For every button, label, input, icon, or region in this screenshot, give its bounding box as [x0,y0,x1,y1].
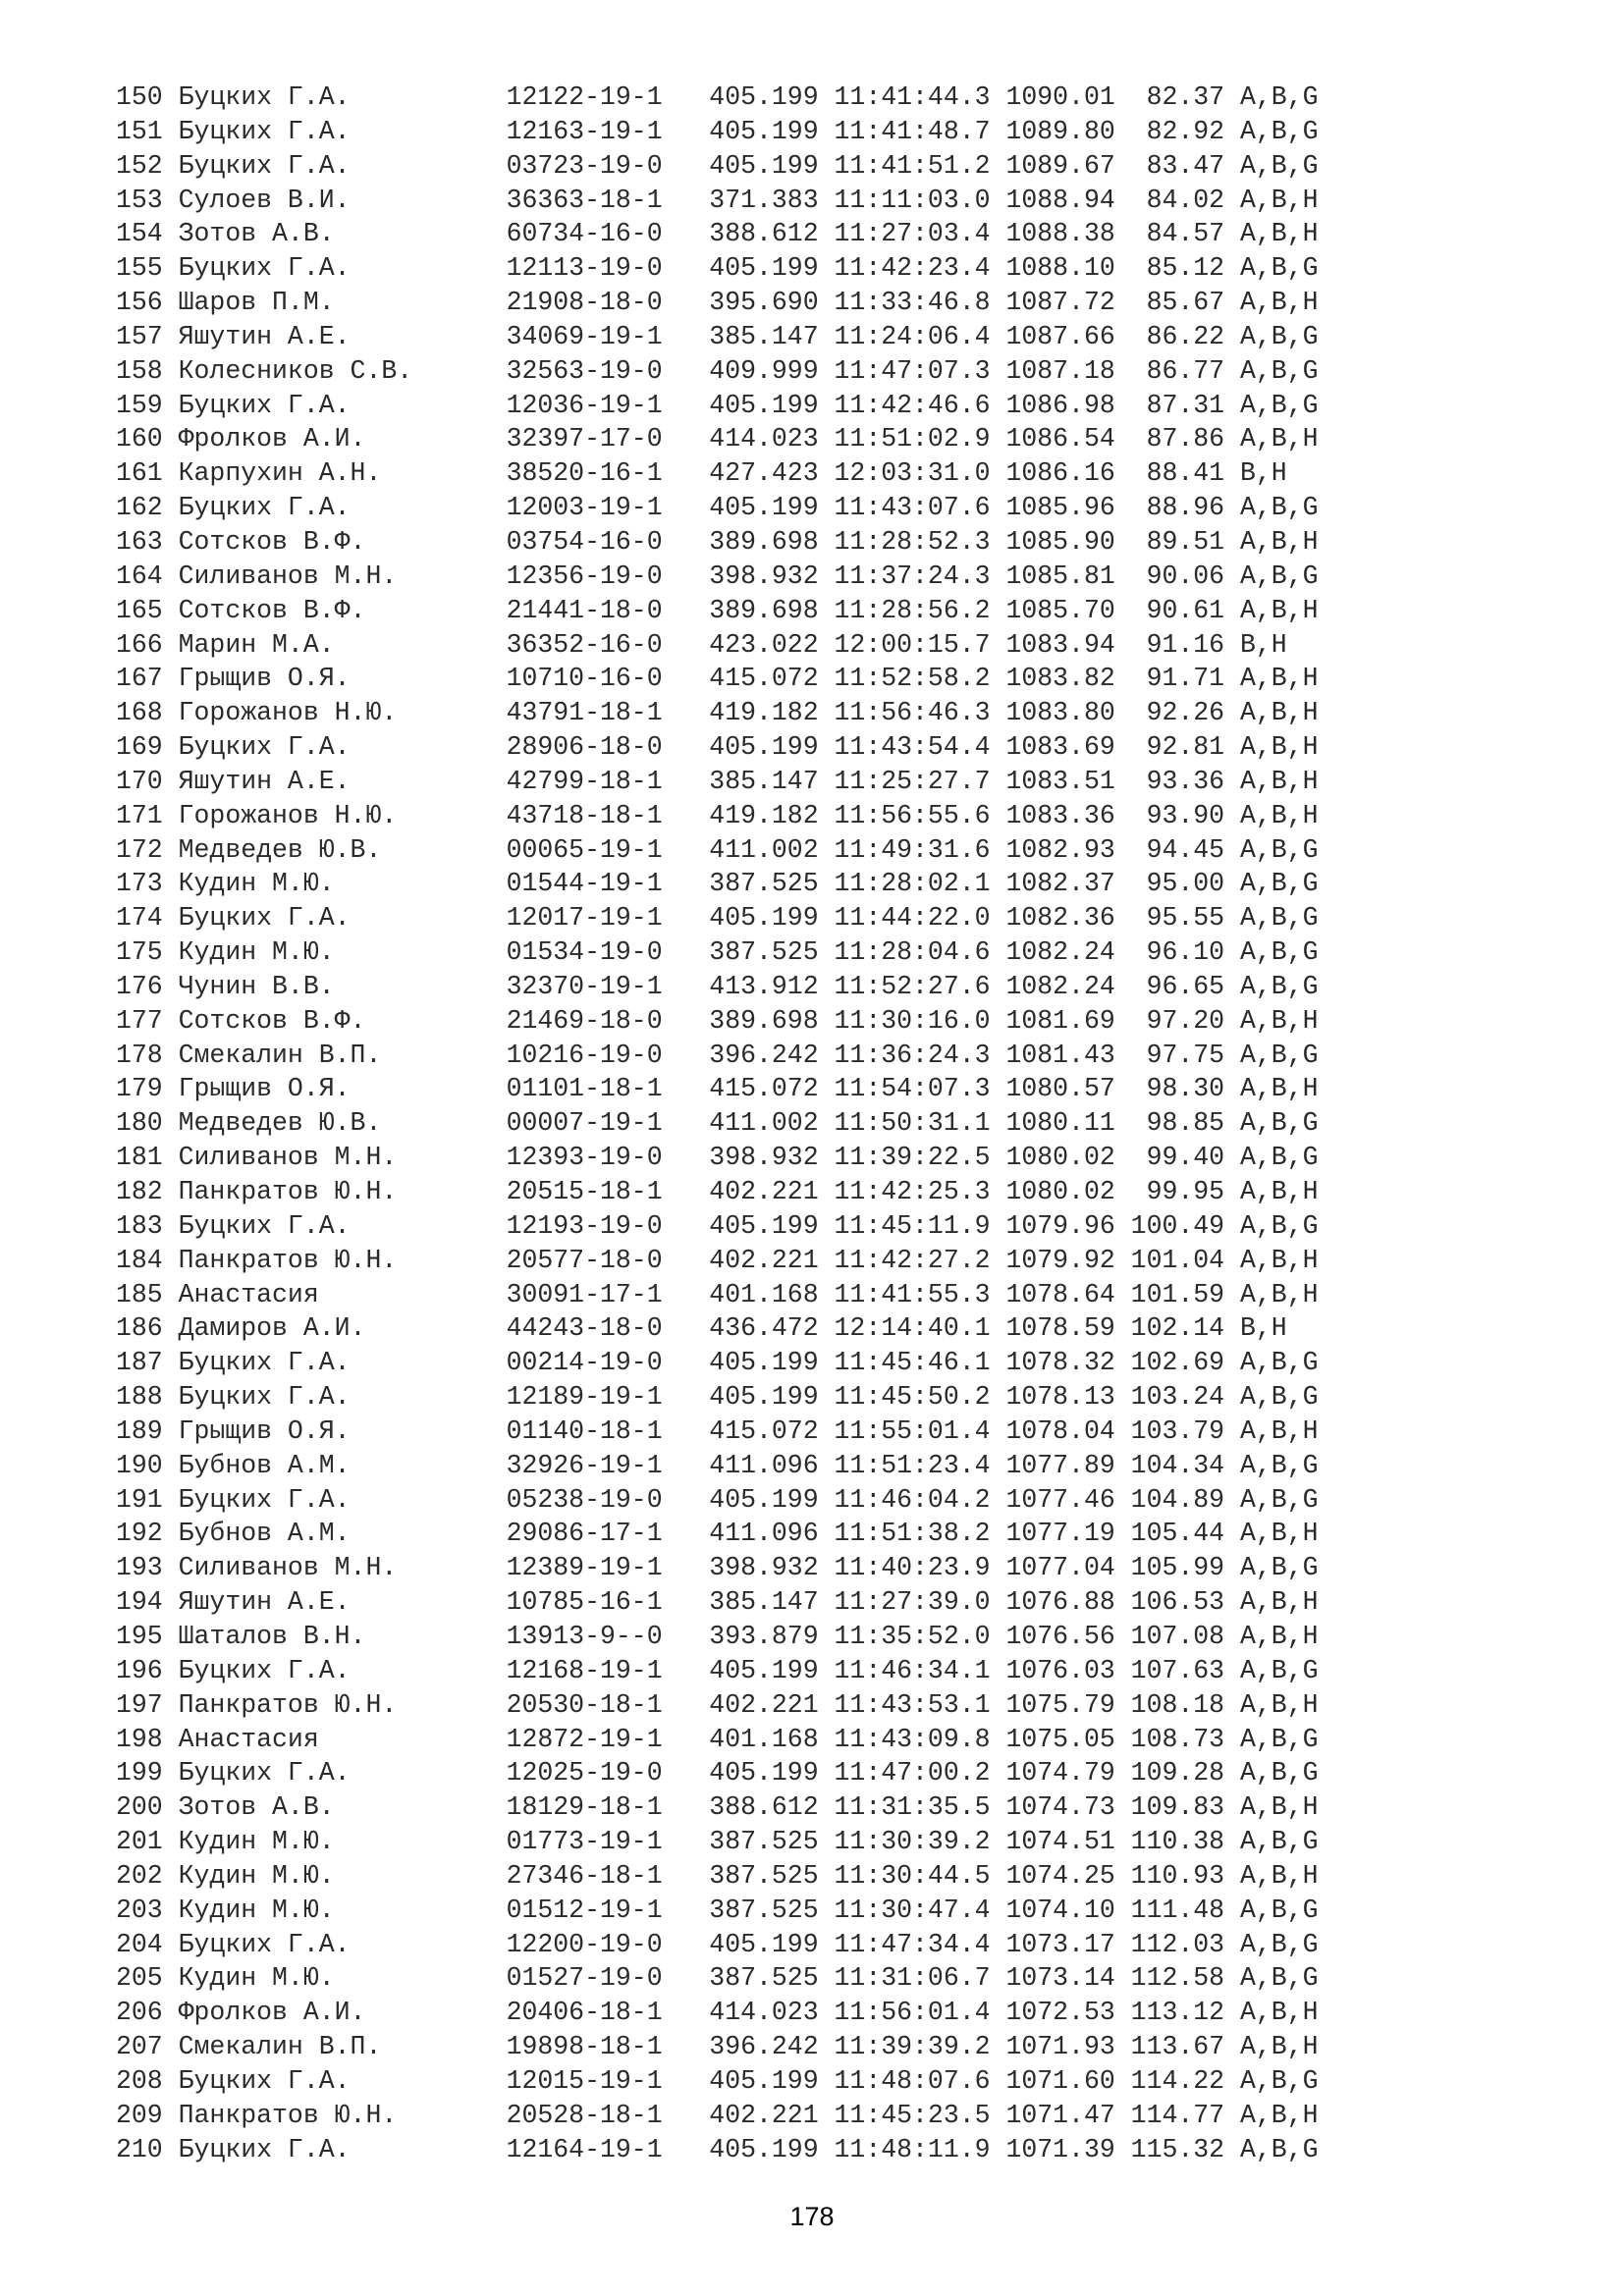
result-row [116,935,1319,970]
result-row [116,1723,1319,1757]
result-row-text: 206 Фролков А.И. 20406-18-1 414.023 11:56:01.4 1072.53 113.12 A,B,H [116,1998,1319,2028]
result-row-text: 158 Колесников С.В. 32563-19-0 409.999 11:47:07.3 1087.18 86.77 A,B,G [116,355,1319,386]
result-row-text: 181 Силиванов М.Н. 12393-19-0 398.932 11:39:22.5 1080.02 99.40 A,B,G [116,1143,1319,1173]
result-row [116,1106,1319,1141]
result-row [116,456,1319,491]
result-row-text: 186 Дамиров А.И. 44243-18-0 436.472 12:14:40.1 1078.59 102.14 B,H [116,1313,1287,1344]
result-row-text: 165 Сотсков В.Ф. 21441-18-0 389.698 11:28:56.2 1085.70 90.61 A,B,H [116,595,1319,625]
result-row [116,1790,1319,1825]
result-row-text: 189 Грыщив О.Я. 01140-18-1 415.072 11:55:01.4 1078.04 103.79 A,B,H [116,1415,1319,1446]
result-row-text: 200 Зотов А.В. 18129-18-1 388.612 11:31:35.5 1074.73 109.83 A,B,H [116,1792,1319,1823]
result-row-text: 190 Бубнов А.М. 32926-19-1 411.096 11:51:23.4 1077.89 104.34 A,B,G [116,1450,1319,1480]
result-row [116,1483,1319,1518]
result-row-text: 176 Чунин В.В. 32370-19-1 413.912 11:52:27.6 1082.24 96.65 A,B,G [116,971,1319,1001]
result-row [116,628,1319,663]
result-row-text: 204 Буцких Г.А. 12200-19-0 405.199 11:47:34.4 1073.17 112.03 A,B,G [116,1929,1319,1959]
result-row [116,1825,1319,1859]
result-row-text: 192 Бубнов А.М. 29086-17-1 411.096 11:51:38.2 1077.19 105.44 A,B,H [116,1519,1319,1549]
result-row [116,1961,1319,1996]
result-row [116,2064,1319,2099]
result-row-text: 194 Яшутин А.Е. 10785-16-1 385.147 11:27:39.0 1076.88 106.53 A,B,H [116,1587,1319,1618]
result-row-text: 150 Буцких Г.А. 12122-19-1 405.199 11:41:44.3 1090.01 82.37 A,B,G [116,82,1319,112]
result-row-text: 170 Яшутин А.Е. 42799-18-1 385.147 11:25:27.7 1083.51 93.36 A,B,H [116,766,1319,796]
result-row-text: 209 Панкратов Ю.Н. 20528-18-1 402.221 11:45:23.5 1071.47 114.77 A,B,H [116,2100,1319,2130]
result-row-text: 182 Панкратов Ю.Н. 20515-18-1 402.221 11:42:25.3 1080.02 99.95 A,B,H [116,1177,1319,1206]
result-row [116,1894,1319,1928]
result-row-text: 197 Панкратов Ю.Н. 20530-18-1 402.221 11:43:53.1 1075.79 108.18 A,B,H [116,1689,1319,1720]
result-row-text: 202 Кудин М.Ю. 27346-18-1 387.525 11:30:44.5 1074.25 110.93 A,B,H [116,1860,1319,1891]
result-row [116,1346,1319,1380]
result-row [116,80,1319,115]
result-row-text: 185 Анастасия 30091-17-1 401.168 11:41:55.3 1078.64 101.59 A,B,H [116,1279,1319,1309]
result-row [116,491,1319,525]
result-row-text: 193 Силиванов М.Н. 12389-19-1 398.932 11:40:23.9 1077.04 105.99 A,B,G [116,1553,1319,1583]
result-row [116,184,1319,218]
result-row-text: 151 Буцких Г.А. 12163-19-1 405.199 11:41:48.7 1089.80 82.92 A,B,G [116,116,1319,146]
result-row-text: 183 Буцких Г.А. 12193-19-0 405.199 11:45:11.9 1079.96 100.49 A,B,G [116,1210,1319,1241]
result-row-text: 184 Панкратов Ю.Н. 20577-18-0 402.221 11:42:27.2 1079.92 101.04 A,B,H [116,1245,1319,1275]
result-row-text: 174 Буцких Г.А. 12017-19-1 405.199 11:44:22.0 1082.36 95.55 A,B,G [116,903,1319,934]
result-row-text: 169 Буцких Г.А. 28906-18-0 405.199 11:43:54.4 1083.69 92.81 A,B,H [116,732,1319,763]
result-row-text: 195 Шаталов В.Н. 13913-9--0 393.879 11:35:52.0 1076.56 107.08 A,B,H [116,1621,1319,1651]
result-row [116,799,1319,833]
result-row [116,1244,1319,1278]
result-row [116,422,1319,456]
result-row-text: 172 Медведев Ю.В. 00065-19-1 411.002 11:49:31.6 1082.93 94.45 A,B,G [116,834,1319,865]
result-row [116,1278,1319,1312]
result-row [116,2133,1319,2167]
result-row [116,867,1319,901]
result-row-text: 173 Кудин М.Ю. 01544-19-1 387.525 11:28:02.1 1082.37 95.00 A,B,G [116,869,1319,899]
result-row [116,1311,1319,1346]
result-row [116,1141,1319,1175]
result-row-text: 152 Буцких Г.А. 03723-19-0 405.199 11:41:51.2 1089.67 83.47 A,B,G [116,150,1319,181]
result-row-text: 159 Буцких Г.А. 12036-19-1 405.199 11:42:46.6 1086.98 87.31 A,B,G [116,390,1319,420]
result-row-text: 155 Буцких Г.А. 12113-19-0 405.199 11:42:23.4 1088.10 85.12 A,B,G [116,253,1319,284]
result-row [116,1620,1319,1654]
result-row [116,594,1319,628]
result-row [116,1175,1319,1209]
result-row [116,115,1319,149]
result-row [116,1551,1319,1585]
result-row-text: 187 Буцких Г.А. 00214-19-0 405.199 11:45:46.1 1078.32 102.69 A,B,G [116,1348,1319,1378]
result-row-text: 180 Медведев Ю.В. 00007-19-1 411.002 11:50:31.1 1080.11 98.85 A,B,G [116,1108,1319,1139]
result-row [116,1004,1319,1039]
result-row [116,1654,1319,1688]
result-row-text: 196 Буцких Г.А. 12168-19-1 405.199 11:46:34.1 1076.03 107.63 A,B,G [116,1655,1319,1685]
result-row [116,901,1319,935]
result-row-text: 154 Зотов А.В. 60734-16-0 388.612 11:27:03.4 1088.38 84.57 A,B,H [116,219,1319,249]
result-row-text: 198 Анастасия 12872-19-1 401.168 11:43:09.8 1075.05 108.73 A,B,G [116,1724,1319,1754]
result-row-text: 177 Сотсков В.Ф. 21469-18-0 389.698 11:30:16.0 1081.69 97.20 A,B,H [116,1005,1319,1036]
result-row [116,251,1319,286]
result-row-text: 205 Кудин М.Ю. 01527-19-0 387.525 11:31:06.7 1073.14 112.58 A,B,G [116,1963,1319,1994]
result-row-text: 203 Кудин М.Ю. 01512-19-1 387.525 11:30:47.4 1074.10 111.48 A,B,G [116,1895,1319,1925]
result-row [116,354,1319,389]
result-row [116,765,1319,799]
result-row-text: 207 Смекалин В.П. 19898-18-1 396.242 11:39:39.2 1071.93 113.67 A,B,H [116,2032,1319,2062]
result-row [116,1859,1319,1894]
result-row [116,525,1319,560]
result-row-text: 201 Кудин М.Ю. 01773-19-1 387.525 11:30:39.2 1074.51 110.38 A,B,G [116,1827,1319,1857]
result-row [116,833,1319,868]
result-row [116,389,1319,423]
result-row [116,149,1319,184]
result-row [116,1517,1319,1551]
result-row-text: 153 Сулоев В.И. 36363-18-1 371.383 11:11:03.0 1088.94 84.02 A,B,H [116,185,1319,215]
result-row [116,286,1319,320]
result-row [116,560,1319,594]
result-row [116,1449,1319,1483]
result-row [116,1209,1319,1244]
result-row-text: 157 Яшутин А.Е. 34069-19-1 385.147 11:24:06.4 1087.66 86.22 A,B,G [116,321,1319,351]
result-row [116,1928,1319,1962]
result-row-text: 166 Марин М.А. 36352-16-0 423.022 12:00:15.7 1083.94 91.16 B,H [116,629,1287,660]
result-row-text: 208 Буцких Г.А. 12015-19-1 405.199 11:48:07.6 1071.60 114.22 A,B,G [116,2065,1319,2096]
result-row-text: 210 Буцких Г.А. 12164-19-1 405.199 11:48:11.9 1071.39 115.32 A,B,G [116,2134,1319,2164]
result-row-text: 163 Сотсков В.Ф. 03754-16-0 389.698 11:28:52.3 1085.90 89.51 A,B,H [116,526,1319,557]
result-row-text: 162 Буцких Г.А. 12003-19-1 405.199 11:43:07.6 1085.96 88.96 A,B,G [116,493,1319,523]
result-row [116,1585,1319,1620]
result-row-text: 188 Буцких Г.А. 12189-19-1 405.199 11:45:50.2 1078.13 103.24 A,B,G [116,1382,1319,1413]
result-row-text: 179 Грыщив О.Я. 01101-18-1 415.072 11:54:07.3 1080.57 98.30 A,B,H [116,1074,1319,1104]
result-row [116,1756,1319,1790]
result-row [116,970,1319,1004]
result-row [116,1688,1319,1723]
result-row-text: 168 Горожанов Н.Ю. 43791-18-1 419.182 11:56:46.3 1083.80 92.26 A,B,H [116,698,1319,728]
result-row-text: 191 Буцких Г.А. 05238-19-0 405.199 11:46:04.2 1077.46 104.89 A,B,G [116,1484,1319,1515]
result-row [116,320,1319,354]
results-list [116,80,1319,2166]
result-row-text: 199 Буцких Г.А. 12025-19-0 405.199 11:47:00.2 1074.79 109.28 A,B,G [116,1758,1319,1789]
result-row-text: 171 Горожанов Н.Ю. 43718-18-1 419.182 11:56:55.6 1083.36 93.90 A,B,H [116,800,1319,830]
result-row [116,730,1319,765]
result-row-text: 160 Фролков А.И. 32397-17-0 414.023 11:51:02.9 1086.54 87.86 A,B,H [116,424,1319,454]
result-row [116,1996,1319,2030]
page-number: 178 [789,2202,835,2231]
result-row-text: 175 Кудин М.Ю. 01534-19-0 387.525 11:28:04.6 1082.24 96.10 A,B,G [116,937,1319,968]
result-row [116,2099,1319,2133]
result-row-text: 164 Силиванов М.Н. 12356-19-0 398.932 11:37:24.3 1085.81 90.06 A,B,G [116,561,1319,591]
result-row [116,217,1319,251]
result-row [116,1039,1319,1073]
result-row [116,1380,1319,1415]
result-row [116,696,1319,730]
result-row-text: 161 Карпухин А.Н. 38520-16-1 427.423 12:03:31.0 1086.16 88.41 B,H [116,458,1287,489]
result-row-text: 156 Шаров П.М. 21908-18-0 395.690 11:33:46.8 1087.72 85.67 A,B,H [116,288,1319,318]
result-row-text: 167 Грыщив О.Я. 10710-16-0 415.072 11:52:58.2 1083.82 91.71 A,B,H [116,664,1319,694]
result-row [116,662,1319,696]
result-row [116,2030,1319,2064]
result-row [116,1415,1319,1449]
result-row-text: 178 Смекалин В.П. 10216-19-0 396.242 11:36:24.3 1081.43 97.75 A,B,G [116,1040,1319,1070]
result-row [116,1072,1319,1106]
